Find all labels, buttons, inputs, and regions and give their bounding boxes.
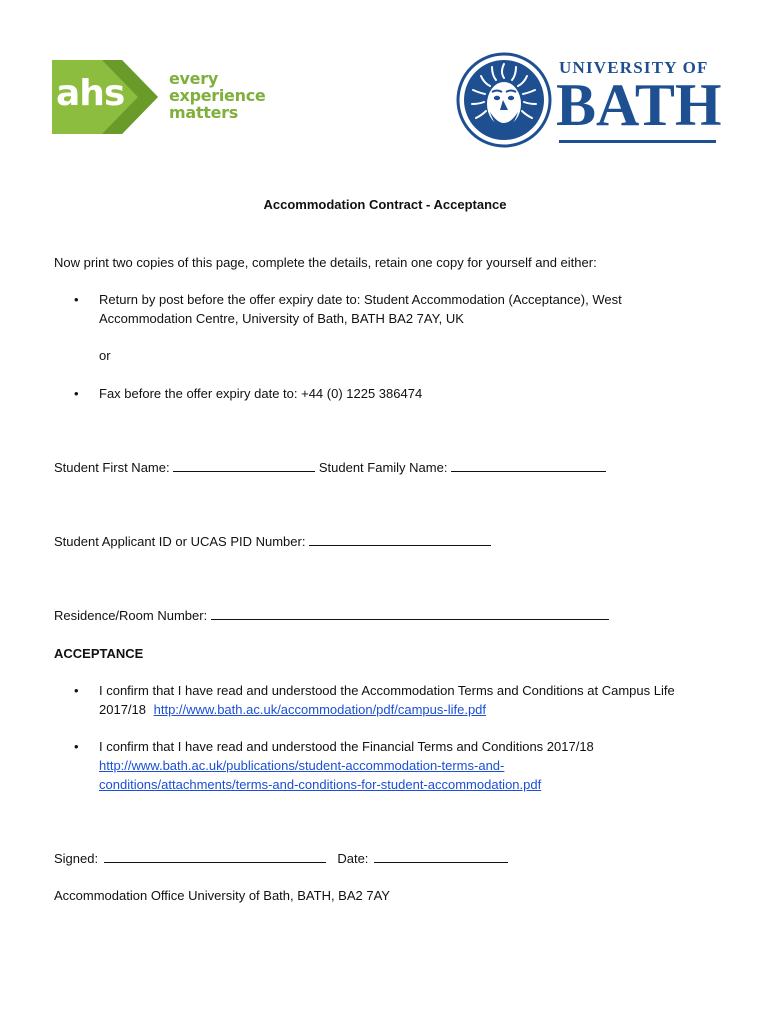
bath-logo-line2: BATH: [556, 72, 722, 138]
sulis-minerva-head-seal-icon: [456, 52, 552, 148]
ahs-tagline-line: matters: [169, 103, 238, 122]
signed-label: Signed:: [54, 851, 99, 866]
confirm-financial-line1: I confirm that I have read and understood the Financial Terms and Conditions 2017/18: [99, 739, 594, 754]
financial-terms-link-line1: [99, 756, 764, 775]
residence-field[interactable]: [211, 606, 609, 620]
applicant-id-field[interactable]: [309, 532, 491, 546]
option-post-line2: Accommodation Centre, University of Bath, BATH BA2 7AY, UK: [99, 311, 464, 326]
first-name-label: Student First Name:: [54, 460, 170, 475]
bullet-icon: •: [74, 739, 79, 754]
confirm-campus-life-line2: [99, 700, 764, 719]
footer-address: Accommodation Office University of Bath, BATH, BA2 7AY: [54, 888, 390, 903]
campus-life-link[interactable]: http://www.bath.ac.uk/accommodation/pdf/campus-life.pdf: [153, 702, 487, 717]
ahs-wordmark: ahs: [56, 73, 125, 114]
financial-terms-link[interactable]: http://www.bath.ac.uk/publications/student-accommodation-terms-and-: [99, 758, 505, 773]
confirm-campus-life-line1: I confirm that I have read and understood the Accommodation Terms and Conditions at Campus Life: [99, 683, 675, 698]
signature-field[interactable]: [104, 849, 326, 863]
family-name-field[interactable]: [451, 458, 606, 472]
financial-terms-link-continued[interactable]: conditions/attachments/terms-and-conditions-for-student-accommodation.pdf: [99, 777, 542, 792]
or-label: or: [99, 348, 111, 363]
bullet-icon: •: [74, 683, 79, 698]
residence-row: [54, 606, 764, 625]
date-label: Date:: [337, 851, 369, 866]
document-title: Accommodation Contract - Acceptance: [263, 197, 507, 212]
option-fax: Fax before the offer expiry date to: +44 (0) 1225 386474: [99, 386, 423, 401]
applicant-id-label: Student Applicant ID or UCAS PID Number:: [54, 534, 306, 549]
bullet-icon: •: [74, 292, 79, 307]
ahs-tagline: [169, 70, 269, 121]
applicant-id-row: [54, 532, 764, 551]
intro-text: Now print two copies of this page, complete the details, retain one copy for yourself and either:: [54, 255, 597, 270]
ahs-tagline-line: experience: [169, 86, 266, 105]
bullet-icon: •: [74, 386, 79, 401]
confirm-campus-life-year: 2017/18: [99, 702, 146, 717]
residence-label: Residence/Room Number:: [54, 608, 208, 623]
bath-logo-line1: UNIVERSITY OF: [559, 58, 709, 77]
bath-logo-underline: [559, 140, 716, 143]
financial-terms-link-line2: [99, 775, 764, 794]
signature-row: [54, 849, 764, 868]
first-name-field[interactable]: [173, 458, 315, 472]
option-post-line1: Return by post before the offer expiry date to: Student Accommodation (Acceptance), West: [99, 292, 622, 307]
name-fields-row: [54, 458, 764, 477]
family-name-label: Student Family Name:: [318, 460, 448, 475]
date-field[interactable]: [374, 849, 508, 863]
ahs-logo: [52, 60, 267, 134]
acceptance-heading: ACCEPTANCE: [54, 646, 144, 661]
ahs-tagline-line: every: [169, 69, 218, 88]
